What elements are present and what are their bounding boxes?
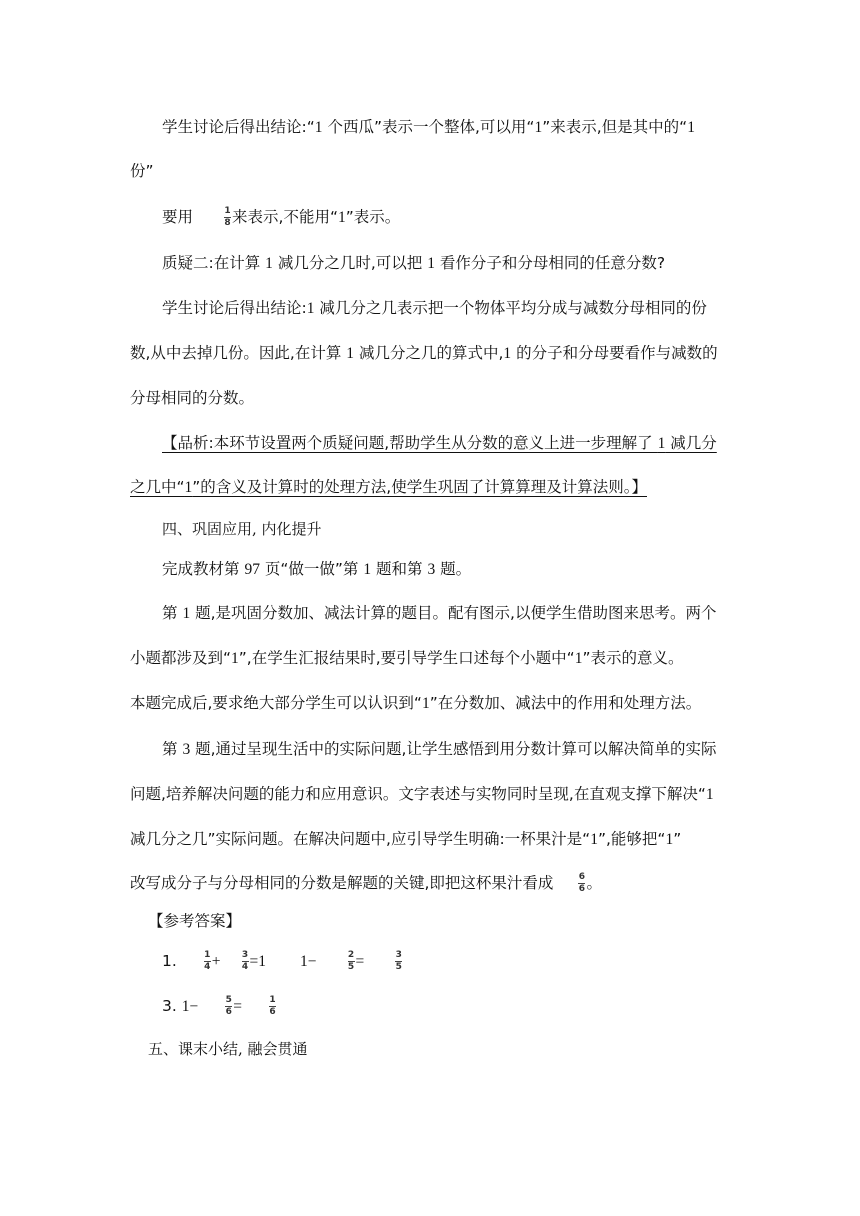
analysis-note-line-2: 之几中“1”的含义及计算时的处理方法,使学生巩固了计算算理及计算法则。】	[130, 478, 647, 496]
analysis-note-line-1: 【品析:本环节设置两个质疑问题,帮助学生从分数的意义上进一步理解了 1 减几分	[162, 434, 717, 452]
paragraph-conclusion-1-line-3: 要用 $\frac{1}{8}$ 来表示,不能用“1”表示。	[162, 206, 401, 228]
section-heading-5: 五、课末小结, 融会贯通	[148, 1040, 308, 1058]
fraction-1-4: $\frac{1}{4}$	[204, 950, 211, 972]
answer-3: 3. 1− $\frac{5}{6}$ = $\frac{1}{6}$	[162, 995, 276, 1017]
paragraph-conclusion-2-line-2: 数,从中去掉几份。因此,在计算 1 减几分之几的算式中,1 的分子和分母要看作与减数的	[130, 344, 718, 362]
question-two: 质疑二:在计算 1 减几分之几时,可以把 1 看作分子和分母相同的任意分数?	[162, 254, 666, 272]
fraction-six-sixths: $\frac{6}{6}$	[578, 872, 586, 894]
fraction-1-6: $\frac{1}{6}$	[269, 995, 276, 1017]
section-heading-4: 四、巩固应用, 内化提升	[162, 520, 322, 538]
problem-3-line-2: 问题,培养解决问题的能力和应用意识。文字表述与实物同时呈现,在直观支撑下解决“1	[130, 785, 714, 803]
problem-1-line-3: 本题完成后,要求绝大部分学生可以认识到“1”在分数加、减法中的作用和处理方法。	[130, 694, 702, 712]
fraction-3-4: $\frac{3}{4}$	[241, 950, 249, 972]
fraction-2-5: $\frac{2}{5}$	[347, 950, 355, 972]
problem-3-line-4: 改写成分子与分母相同的分数是解题的关键,即把这杯果汁看成 $\frac{6}{6}$ 。	[130, 872, 602, 894]
fraction-one-eighth: $\frac{1}{8}$	[224, 206, 231, 228]
reference-answers-heading: 【参考答案】	[148, 912, 242, 930]
paragraph-conclusion-2-line-3: 分母相同的分数。	[130, 389, 255, 407]
answer-1: 1. $\frac{1}{4}$ + $\frac{3}{4}$ =1 1− $\frac{2}{5}$ = $\frac{3}{5}$	[162, 950, 402, 972]
fraction-3-5: $\frac{3}{5}$	[395, 950, 402, 972]
paragraph-conclusion-1-line-1: 学生讨论后得出结论:“1 个西瓜”表示一个整体,可以用“1”来表示,但是其中的“1	[162, 118, 695, 136]
exercise-instruction: 完成教材第 97 页“做一做”第 1 题和第 3 题。	[162, 560, 472, 578]
paragraph-conclusion-2-line-1: 学生讨论后得出结论:1 减几分之几表示把一个物体平均分成与减数分母相同的份	[162, 299, 707, 317]
paragraph-conclusion-1-line-2: 份”	[130, 162, 154, 180]
problem-1-line-2: 小题都涉及到“1”,在学生汇报结果时,要引导学生口述每个小题中“1”表示的意义。	[130, 649, 684, 667]
problem-1-line-1: 第 1 题,是巩固分数加、减法计算的题目。配有图示,以便学生借助图来思考。两个	[162, 604, 717, 622]
problem-3-line-1: 第 3 题,通过呈现生活中的实际问题,让学生感悟到用分数计算可以解决简单的实际	[162, 740, 717, 758]
problem-3-line-3: 减几分之几”实际问题。在解决问题中,应引导学生明确:一杯果汁是“1”,能够把“1”	[130, 830, 682, 848]
fraction-5-6: $\frac{5}{6}$	[225, 995, 232, 1017]
